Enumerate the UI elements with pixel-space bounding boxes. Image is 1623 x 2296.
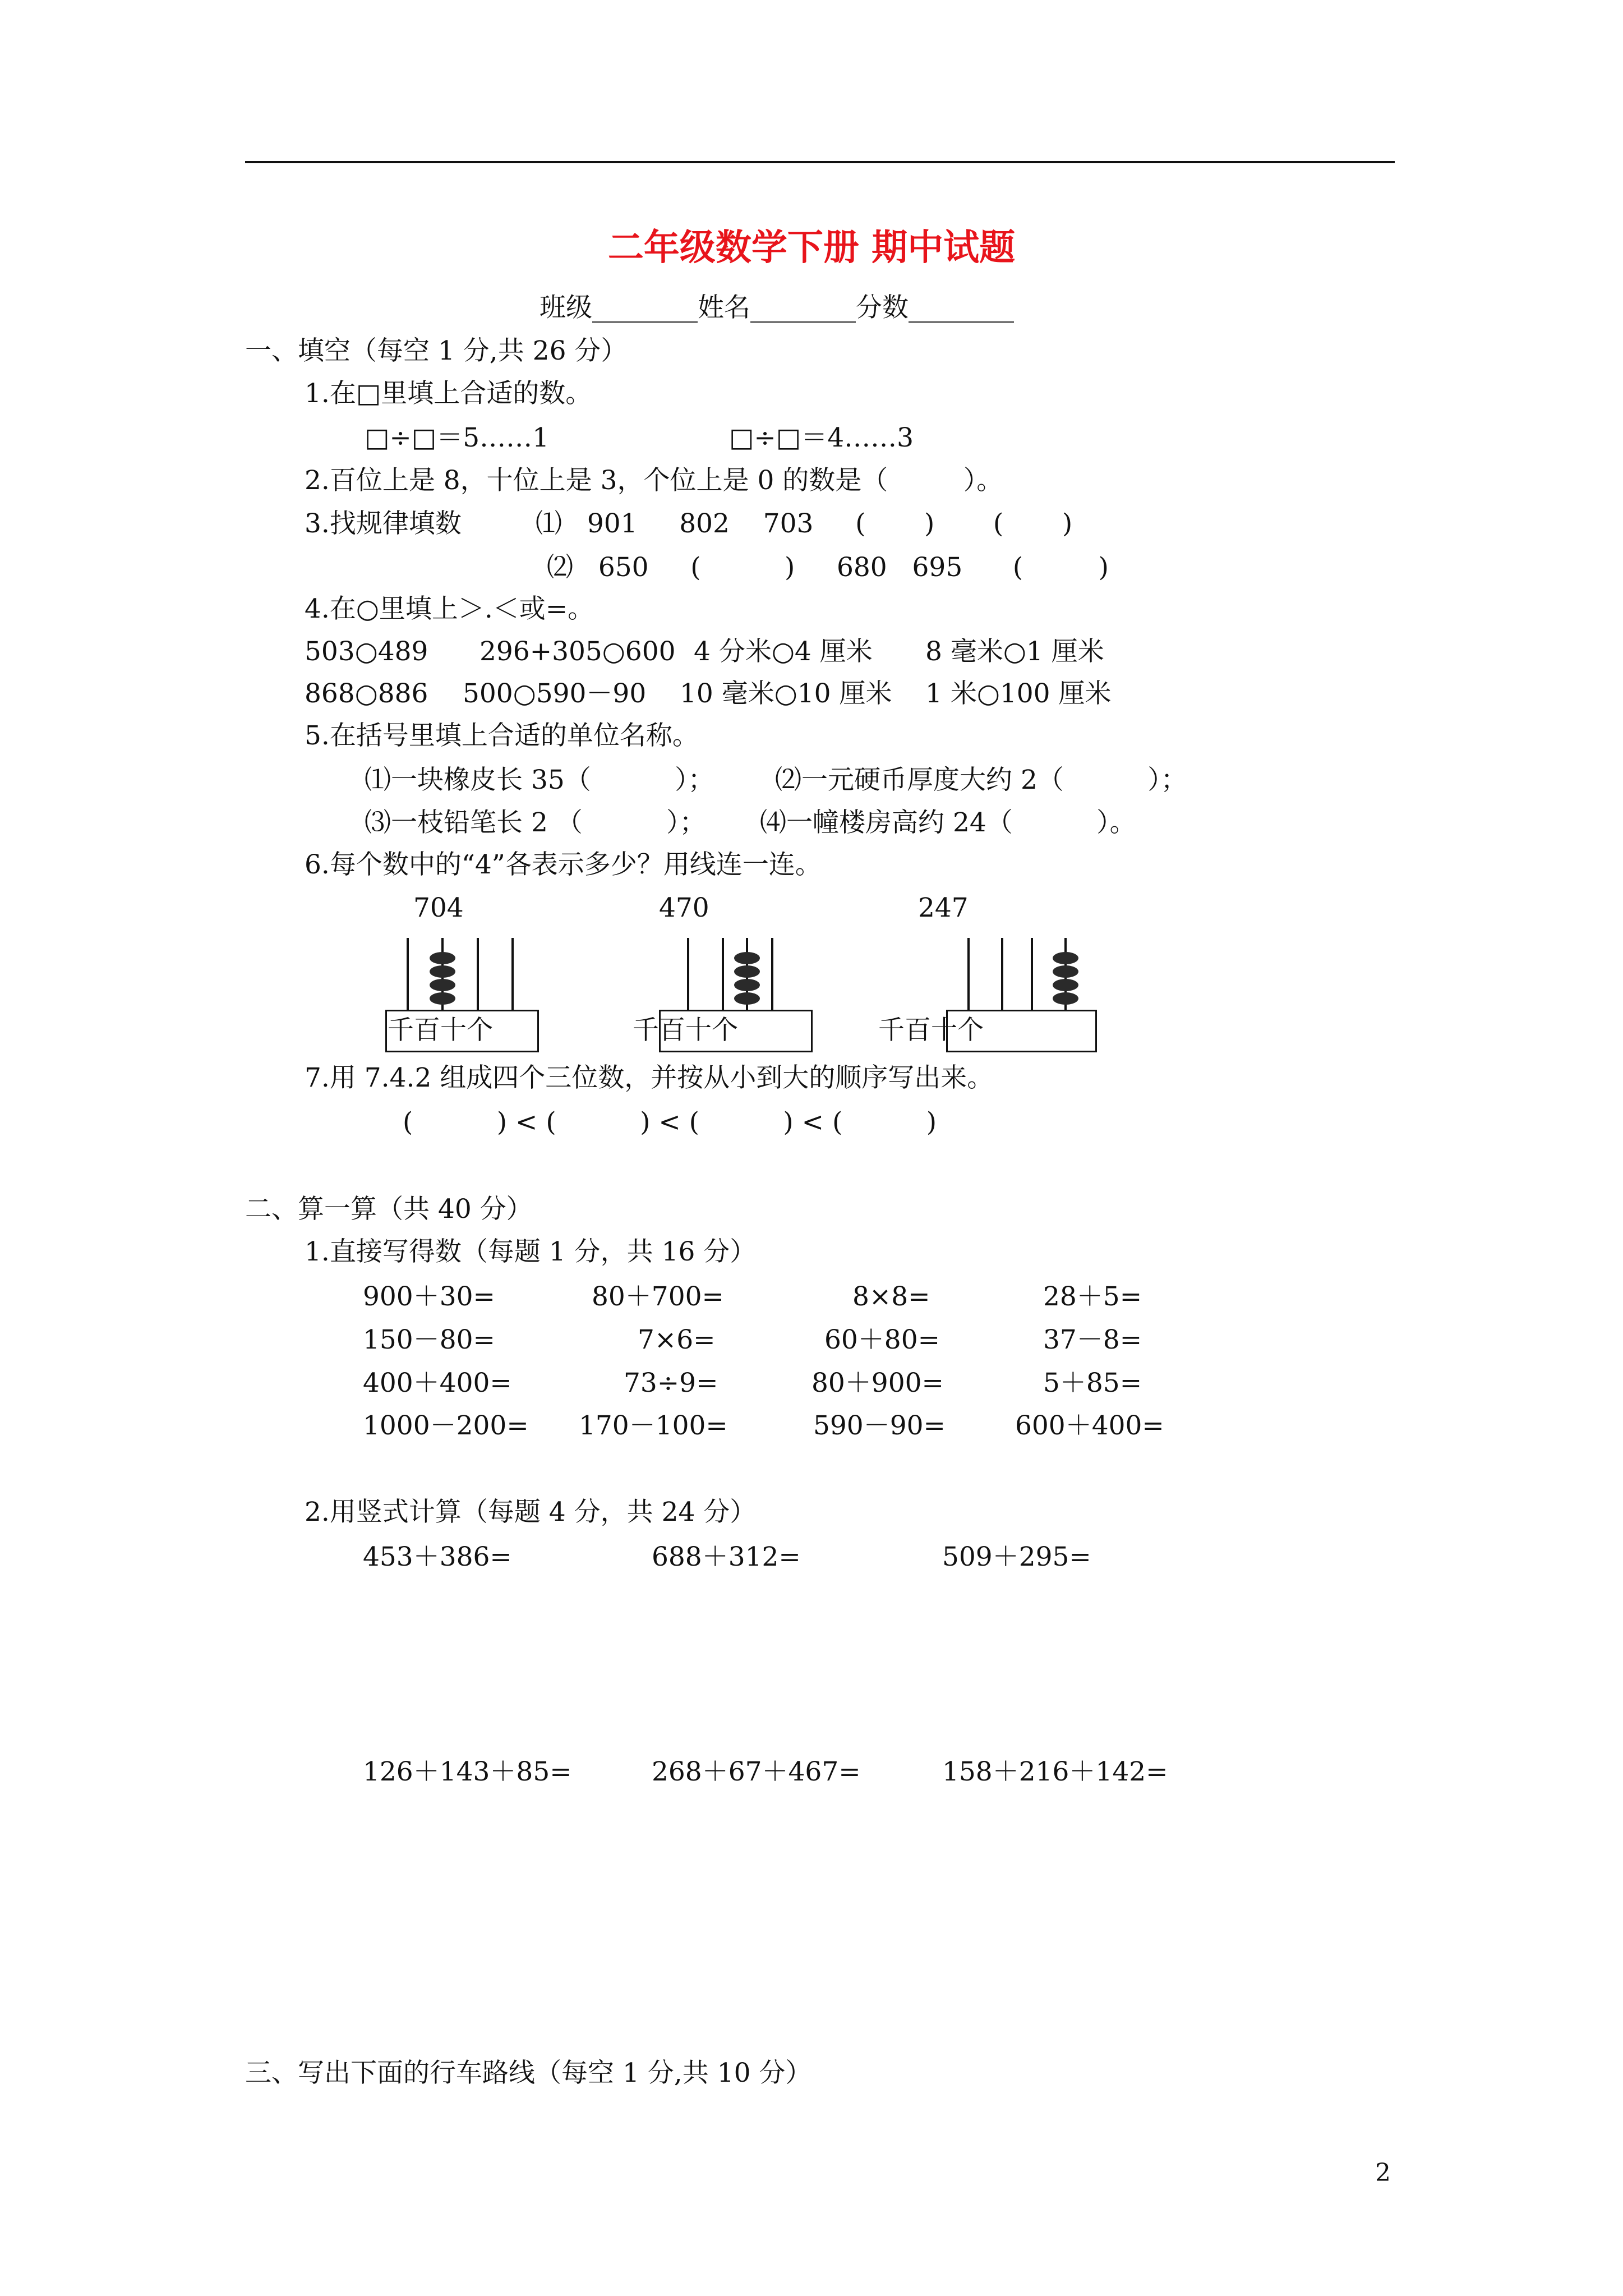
mental-r2-c3: 60＋80=	[824, 1324, 940, 1355]
mental-r3-c1: 400＋400=	[363, 1368, 512, 1398]
vertical-r1-c3: 509＋295=	[942, 1542, 1091, 1572]
mental-r4-c1: 1000－200=	[363, 1410, 529, 1441]
mental-r2-c4: 37－8=	[1043, 1324, 1142, 1355]
abacus-place-labels: 千百十个	[878, 1015, 984, 1046]
abacus-bead	[734, 992, 760, 1005]
q3-row1: ⑴ 901 802 703 ( ) ( )	[536, 508, 1073, 539]
mental-r1-c1: 900＋30=	[363, 1281, 495, 1312]
mental-r4-c2: 170－100=	[579, 1410, 728, 1441]
abacus-place-labels: 千百十个	[633, 1015, 738, 1046]
q4-r1-c1: 503○489	[305, 636, 428, 667]
q6-number-3: 247	[918, 892, 969, 923]
q4-r2-c3: 10 毫米○10 厘米	[680, 678, 892, 709]
q4-r1-c3: 4 分米○4 厘米	[694, 636, 873, 667]
section3-heading: 三、写出下面的行车路线（每空 1 分,共 10 分）	[245, 2058, 812, 2088]
abacus-rod	[1001, 938, 1003, 1011]
abacus-bead	[1053, 952, 1078, 964]
vertical-r1-c2: 688＋312=	[652, 1542, 801, 1572]
vertical-r2-c2: 268＋67＋467=	[652, 1756, 861, 1787]
section2-heading: 二、算一算（共 40 分）	[245, 1194, 533, 1225]
abacus-bead	[1053, 965, 1078, 978]
q4-r2-c2: 500○590－90	[463, 678, 647, 709]
q1-a: □÷□＝5……1	[365, 422, 549, 453]
mental-r3-c2: 73÷9=	[624, 1368, 718, 1398]
q5-r1-b: ⑵一元硬币厚度大约 2（ ）；	[775, 765, 1187, 795]
abacus-rod	[1031, 938, 1033, 1011]
q4-r2-c1: 868○886	[305, 678, 428, 709]
abacus-bead	[1053, 979, 1078, 991]
abacus-bead	[1053, 992, 1078, 1005]
section1-heading: 一、填空（每空 1 分,共 26 分）	[245, 335, 628, 366]
q7-answer-line: ( ) < ( ) < ( ) < ( )	[403, 1107, 937, 1138]
q1-b: □÷□＝4……3	[729, 422, 914, 453]
q4-r2-c4: 1 米○100 厘米	[925, 678, 1112, 709]
mental-r1-c3: 8×8=	[852, 1281, 930, 1312]
q4-r1-c4: 8 毫米○1 厘米	[925, 636, 1104, 667]
mental-r1-c4: 28＋5=	[1043, 1281, 1142, 1312]
mental-r2-c2: 7×6=	[638, 1324, 716, 1355]
q6-number-2: 470	[659, 892, 709, 923]
abacus-rod	[511, 938, 514, 1011]
header-fields: 班级________姓名________分数________	[540, 292, 1014, 323]
abacus-rod	[687, 938, 689, 1011]
q3-row2: ⑵ 650 ( ) 680 695 ( )	[547, 552, 1109, 583]
mental-r3-c4: 5＋85=	[1043, 1368, 1142, 1398]
vertical-r2-c1: 126＋143＋85=	[363, 1756, 572, 1787]
abacus-bead	[430, 952, 455, 964]
q5-r2-b: ⑷一幢楼房高约 24（ ）。	[760, 807, 1136, 838]
page-title: 二年级数学下册 期中试题	[607, 227, 1016, 269]
section2-sub1: 1.直接写得数（每题 1 分，共 16 分）	[305, 1236, 757, 1267]
abacus-bead	[734, 965, 760, 978]
abacus-bead	[734, 952, 760, 964]
abacus-bead	[430, 992, 455, 1005]
q5-r1-a: ⑴一块橡皮长 35（ ）；	[365, 765, 714, 795]
abacus-rod	[477, 938, 479, 1011]
vertical-r1-c1: 453＋386=	[363, 1542, 512, 1572]
page-number: 2	[1375, 2159, 1391, 2187]
q1-text: 1.在□里填上合适的数。	[305, 378, 592, 409]
abacus-rod	[407, 938, 409, 1011]
mental-r2-c1: 150－80=	[363, 1324, 495, 1355]
q4-r1-c2: 296+305○600	[479, 636, 676, 667]
abacus-bead	[430, 965, 455, 978]
q5-r2-a: ⑶一枝铅笔长 2 （ ）；	[365, 807, 706, 838]
q6-number-1: 704	[413, 892, 464, 923]
abacus-rod	[722, 938, 724, 1011]
abacus-rod	[771, 938, 773, 1011]
vertical-r2-c3: 158＋216＋142=	[942, 1756, 1168, 1787]
section2-sub2: 2.用竖式计算（每题 4 分，共 24 分）	[305, 1497, 757, 1527]
mental-r1-c2: 80＋700=	[592, 1281, 724, 1312]
q7-text: 7.用 7.4.2 组成四个三位数，并按从小到大的顺序写出来。	[305, 1062, 994, 1093]
q4-text: 4.在○里填上＞.＜或=。	[305, 593, 594, 624]
header-rule	[245, 161, 1395, 163]
q2-text: 2.百位上是 8，十位上是 3，个位上是 0 的数是（ ）。	[305, 465, 1003, 496]
q3-text: 3.找规律填数	[305, 508, 462, 539]
abacus-rod	[967, 938, 970, 1011]
mental-r4-c3: 590－90=	[813, 1410, 946, 1441]
abacus-bead	[430, 979, 455, 991]
mental-r4-c4: 600＋400=	[1015, 1410, 1164, 1441]
q5-text: 5.在括号里填上合适的单位名称。	[305, 720, 699, 751]
abacus-bead	[734, 979, 760, 991]
q6-text: 6.每个数中的“4”各表示多少？用线连一连。	[305, 849, 822, 880]
abacus-place-labels: 千百十个	[388, 1015, 493, 1046]
mental-r3-c3: 80＋900=	[811, 1368, 944, 1398]
